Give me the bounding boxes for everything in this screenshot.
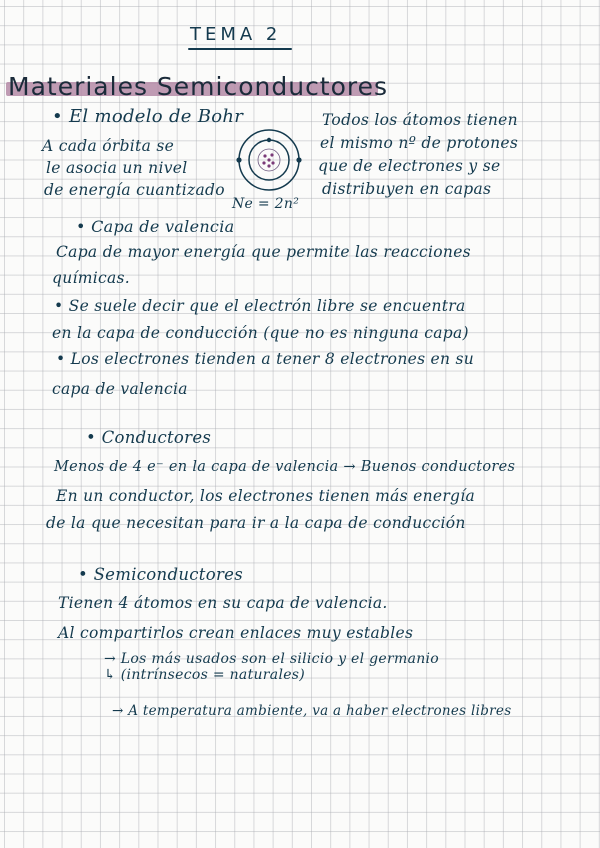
bohr-right-line-2: el mismo nº de protones bbox=[320, 134, 519, 152]
semiconductores-line-2: Al compartirlos crean enlaces muy estables bbox=[58, 624, 414, 642]
conductores-line-1: Menos de 4 e⁻ en la capa de valencia → Buenos conductores bbox=[54, 459, 516, 475]
valencia-label: • Capa de valencia bbox=[76, 217, 235, 236]
semiconductores-line-5: → A temperatura ambiente, va a haber electrones libres bbox=[112, 703, 512, 719]
valencia-line-1: Capa de mayor energía que permite las reacciones bbox=[56, 243, 471, 261]
semiconductores-line-3: → Los más usados son el silicio y el germanio bbox=[104, 651, 440, 667]
conductores-line-2: En un conductor, los electrones tienen más energía bbox=[56, 487, 476, 505]
bohr-formula: Ne = 2n² bbox=[232, 196, 300, 212]
semiconductores-line-4: ↳ (intrínsecos = naturales) bbox=[104, 667, 306, 683]
bohr-right-line-4: distribuyen en capas bbox=[322, 180, 492, 198]
valencia-line-5: • Los electrones tienden a tener 8 electrones en su bbox=[56, 350, 475, 368]
valencia-line-4: en la capa de conducción (que no es ninguna capa) bbox=[52, 324, 469, 342]
bohr-left-line-3: de energía cuantizado bbox=[44, 181, 225, 199]
bohr-atom-diagram bbox=[236, 127, 302, 193]
valencia-line-2: químicas. bbox=[52, 269, 131, 287]
valencia-line-6: capa de valencia bbox=[52, 380, 188, 398]
valencia-line-3: • Se suele decir que el electrón libre se encuentra bbox=[54, 297, 466, 315]
bohr-left-line-1: A cada órbita se bbox=[42, 137, 175, 155]
conductores-line-3: de la que necesitan para ir a la capa de conducción bbox=[46, 514, 466, 532]
section-heading: Materiales Semiconductores bbox=[8, 72, 389, 101]
bohr-right-line-1: Todos los átomos tienen bbox=[322, 111, 518, 129]
semiconductores-label: • Semiconductores bbox=[78, 565, 243, 584]
page-title: TEMA 2 bbox=[190, 24, 282, 45]
bohr-right-line-3: que de electrones y se bbox=[318, 157, 501, 175]
bohr-model-label: • El modelo de Bohr bbox=[52, 106, 244, 127]
title-underline bbox=[188, 48, 292, 50]
bohr-left-line-2: le asocia un nivel bbox=[46, 159, 188, 177]
conductores-label: • Conductores bbox=[86, 428, 212, 447]
semiconductores-line-1: Tienen 4 átomos en su capa de valencia. bbox=[58, 594, 388, 612]
